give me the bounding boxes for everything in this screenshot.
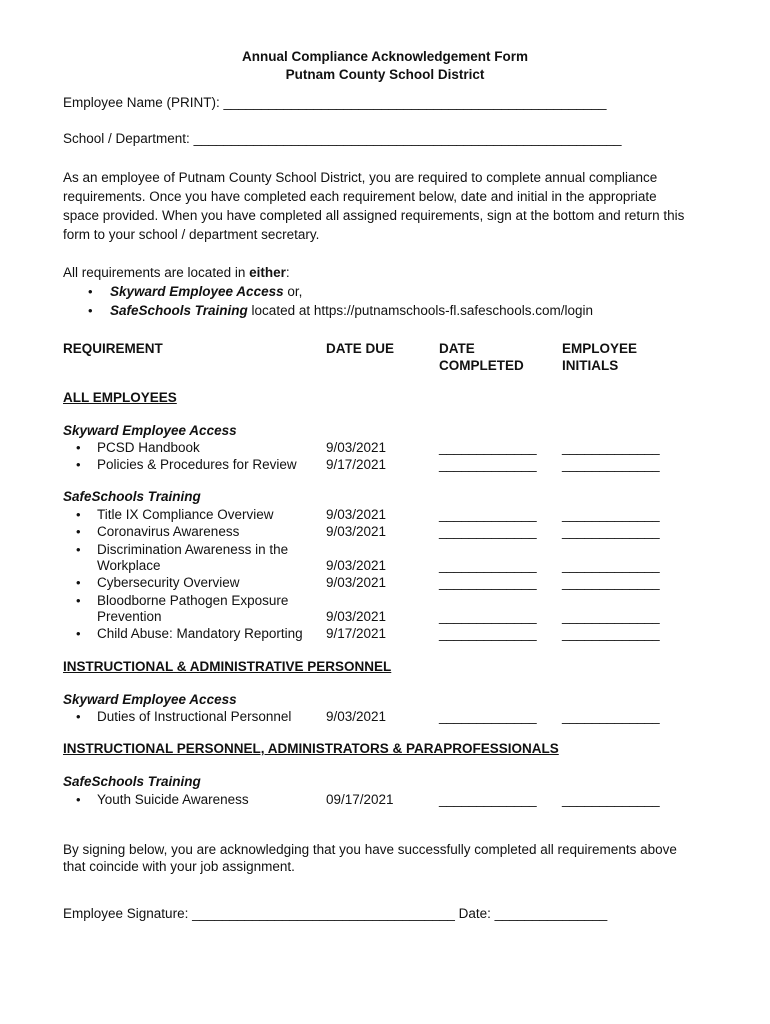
date-completed-field[interactable]: _____________ (439, 457, 537, 472)
header-date-completed: DATE (439, 341, 475, 356)
section-instructional-admin: INSTRUCTIONAL & ADMINISTRATIVE PERSONNEL (63, 659, 392, 674)
requirement-due: 9/03/2021 (326, 609, 387, 624)
location-safeschools (110, 302, 593, 319)
header-date-due: DATE DUE (326, 341, 395, 356)
date-completed-field[interactable]: _____________ (439, 575, 537, 590)
intro-line: form to your school / department secretary. (63, 227, 320, 242)
bullet-icon: • (76, 792, 81, 807)
signature-date-field[interactable]: Employee Signature: ___________________________________ Date: _______________ (63, 906, 608, 921)
requirement-name: Policies & Procedures for Review (97, 457, 297, 472)
date-completed-field[interactable]: _____________ (439, 626, 537, 641)
locations-prefix: All requirements are located in (63, 265, 250, 280)
bullet-icon: • (76, 626, 81, 641)
requirement-due: 9/03/2021 (326, 558, 387, 573)
district-title: Putnam County School District (285, 67, 485, 82)
date-completed-field[interactable]: _____________ (439, 792, 537, 807)
subsection-safeschools: SafeSchools Training (63, 774, 201, 789)
initials-field[interactable]: _____________ (562, 709, 660, 724)
bullet-icon: • (88, 303, 93, 318)
header-initials: INITIALS (562, 358, 619, 373)
requirement-name: Prevention (97, 609, 162, 624)
initials-field[interactable]: _____________ (562, 457, 660, 472)
date-completed-field[interactable]: _____________ (439, 440, 537, 455)
header-initials: EMPLOYEE (562, 341, 638, 356)
bullet-icon: • (76, 440, 81, 455)
bullet-icon: • (76, 524, 81, 539)
requirement-name: Bloodborne Pathogen Exposure (97, 593, 289, 608)
date-completed-field[interactable]: _____________ (439, 709, 537, 724)
initials-field[interactable]: _____________ (562, 558, 660, 573)
acknowledgement-text: By signing below, you are acknowledging that you have successfully completed all requirements above (63, 842, 677, 857)
requirement-name: Workplace (97, 558, 161, 573)
locations-suffix: : (285, 265, 290, 280)
intro-line: requirements. Once you have completed each requirement below, date and initial in the appropriate (63, 189, 657, 204)
requirement-name: Coronavirus Awareness (97, 524, 240, 539)
initials-field[interactable]: _____________ (562, 792, 660, 807)
date-completed-field[interactable]: _____________ (439, 524, 537, 539)
bullet-icon: • (76, 457, 81, 472)
locations-intro (63, 264, 290, 281)
location-detail: or, (283, 284, 303, 299)
employee-name-field[interactable]: Employee Name (PRINT): ___________________________________________________ (63, 95, 607, 110)
requirement-name: Title IX Compliance Overview (97, 507, 274, 522)
header-requirement: REQUIREMENT (63, 341, 163, 356)
locations-either: either (249, 265, 286, 280)
initials-field[interactable]: _____________ (562, 507, 660, 522)
intro-line: space provided. When you have completed all assigned requirements, sign at the bottom and return this (63, 208, 685, 223)
initials-field[interactable]: _____________ (562, 524, 660, 539)
section-instructional-paraprofessionals: INSTRUCTIONAL PERSONNEL, ADMINISTRATORS & PARAPROFESSIONALS (63, 741, 559, 756)
section-all-employees: ALL EMPLOYEES (63, 390, 177, 405)
requirement-name: PCSD Handbook (97, 440, 200, 455)
initials-field[interactable]: _____________ (562, 609, 660, 624)
requirement-due: 9/03/2021 (326, 575, 387, 590)
requirement-due: 09/17/2021 (326, 792, 394, 807)
date-completed-field[interactable]: _____________ (439, 609, 537, 624)
requirement-due: 9/03/2021 (326, 440, 387, 455)
initials-field[interactable]: _____________ (562, 626, 660, 641)
date-completed-field[interactable]: _____________ (439, 558, 537, 573)
requirement-name: Child Abuse: Mandatory Reporting (97, 626, 303, 641)
requirement-name: Discrimination Awareness in the (97, 542, 289, 557)
bullet-icon: • (88, 284, 93, 299)
bullet-icon: • (76, 542, 81, 557)
form-title: Annual Compliance Acknowledgement Form (241, 49, 529, 64)
requirement-name: Cybersecurity Overview (97, 575, 240, 590)
bullet-icon: • (76, 575, 81, 590)
subsection-skyward: Skyward Employee Access (63, 692, 237, 707)
location-name: Skyward Employee Access (110, 284, 284, 299)
location-skyward (110, 283, 302, 300)
initials-field[interactable]: _____________ (562, 575, 660, 590)
requirement-due: 9/03/2021 (326, 507, 387, 522)
acknowledgement-text: that coincide with your job assignment. (63, 859, 295, 874)
requirement-due: 9/17/2021 (326, 626, 387, 641)
requirement-name: Duties of Instructional Personnel (97, 709, 292, 724)
header-date-completed: COMPLETED (439, 358, 524, 373)
requirement-due: 9/03/2021 (326, 709, 387, 724)
intro-line: As an employee of Putnam County School District, you are required to complete annual compliance (63, 170, 658, 185)
bullet-icon: • (76, 709, 81, 724)
date-completed-field[interactable]: _____________ (439, 507, 537, 522)
requirement-due: 9/17/2021 (326, 457, 387, 472)
bullet-icon: • (76, 593, 81, 608)
school-department-field[interactable]: School / Department: _________________________________________________________ (63, 131, 622, 146)
subsection-safeschools: SafeSchools Training (63, 489, 201, 504)
location-detail: located at https://putnamschools-fl.safeschools.com/login (247, 303, 593, 318)
requirement-due: 9/03/2021 (326, 524, 387, 539)
initials-field[interactable]: _____________ (562, 440, 660, 455)
requirement-name: Youth Suicide Awareness (97, 792, 249, 807)
location-name: SafeSchools Training (110, 303, 248, 318)
subsection-skyward: Skyward Employee Access (63, 423, 237, 438)
bullet-icon: • (76, 507, 81, 522)
